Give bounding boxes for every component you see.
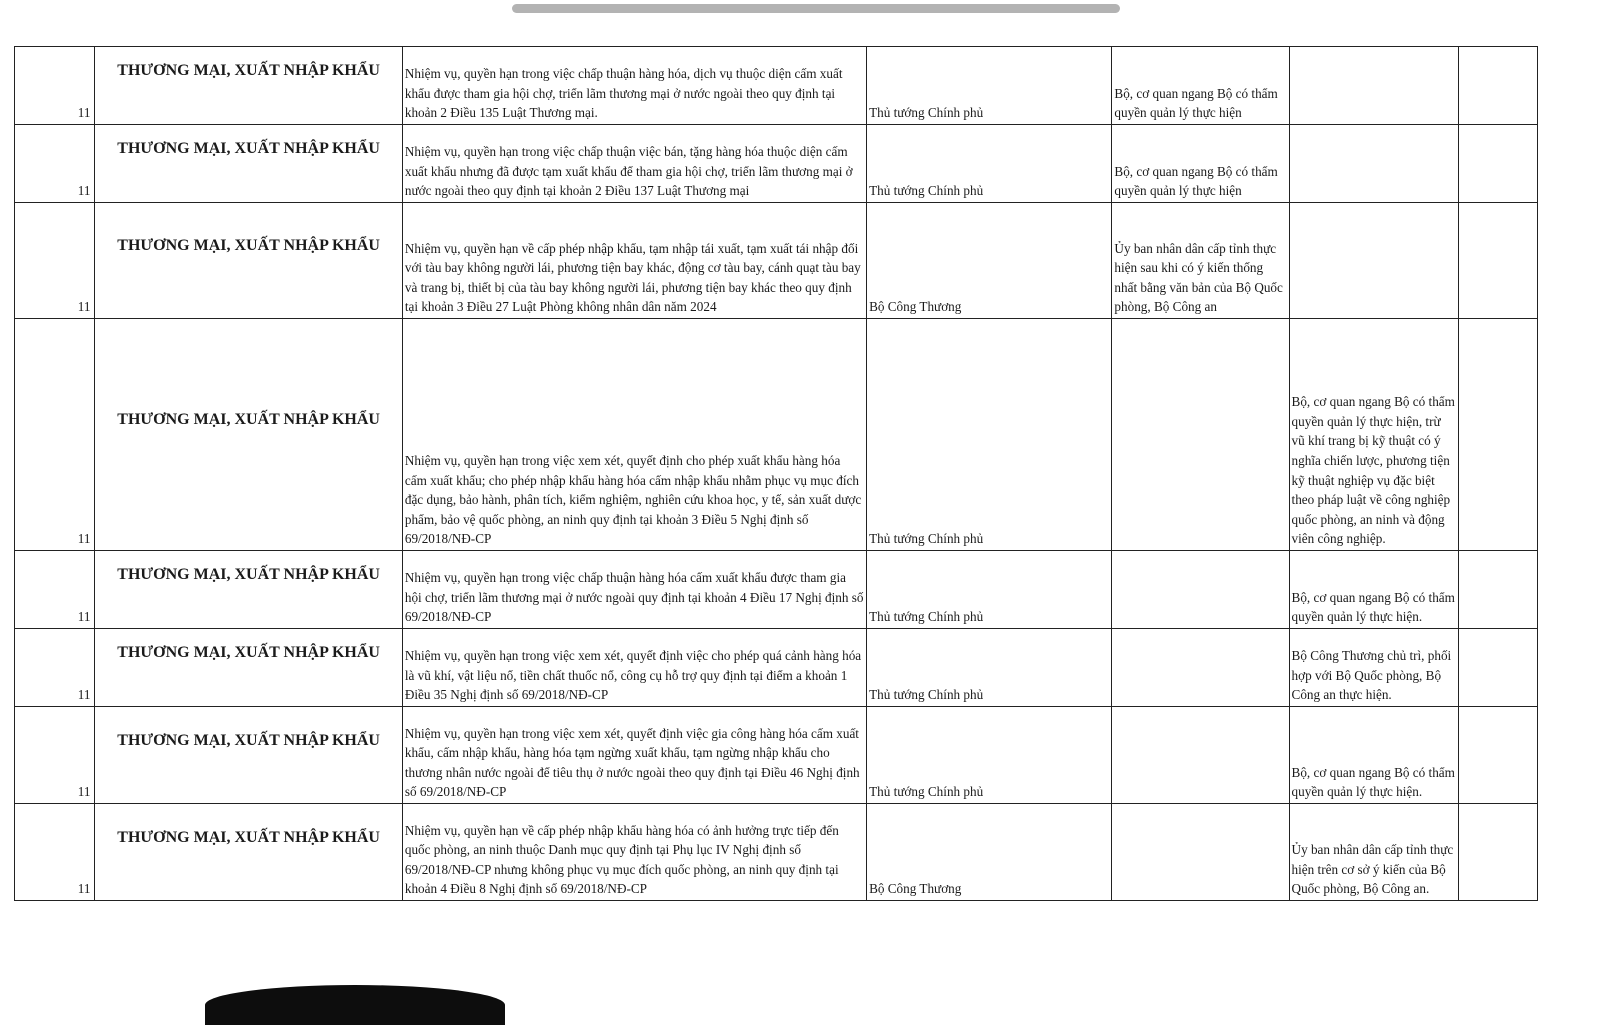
field-label: THƯƠNG MẠI, XUẤT NHẬP KHẨU	[117, 566, 380, 584]
executing-agency: Bộ, cơ quan ngang Bộ có thẩm quyền quản lý thực hiện	[1112, 125, 1289, 203]
field-label: THƯƠNG MẠI, XUẤT NHẬP KHẨU	[117, 411, 380, 429]
authority: Bộ Công Thương	[867, 203, 1112, 319]
authority: Thủ tướng Chính phủ	[867, 125, 1112, 203]
table-row	[15, 804, 1538, 901]
field-label: THƯƠNG MẠI, XUẤT NHẬP KHẨU	[117, 828, 380, 846]
executing-agency: Bộ, cơ quan ngang Bộ có thẩm quyền quản lý thực hiện	[1112, 47, 1289, 125]
row-number: 11	[15, 707, 95, 804]
field-name	[95, 125, 402, 203]
executing-agency	[1112, 319, 1289, 551]
field-name	[95, 629, 402, 707]
table-row	[15, 551, 1538, 629]
table-row	[15, 203, 1538, 319]
table-row	[15, 125, 1538, 203]
extra-cell	[1458, 203, 1537, 319]
task-description: Nhiệm vụ, quyền hạn về cấp phép nhập khẩu hàng hóa có ảnh hưởng trực tiếp đến quốc phòng, an ninh thuộc Danh mục quy định tại Phụ lục IV Nghị định số 69/2018/NĐ-CP nhưng không phục vụ mục đích quốc phòng, an ninh quy định tại khoản 4 Điều 8 Nghị định số 69/2018/NĐ-CP	[402, 804, 866, 901]
row-number: 11	[15, 203, 95, 319]
row-number: 11	[15, 804, 95, 901]
extra-cell	[1458, 707, 1537, 804]
authority: Thủ tướng Chính phủ	[867, 47, 1112, 125]
note: Ủy ban nhân dân cấp tỉnh thực hiện trên cơ sở ý kiến của Bộ Quốc phòng, Bộ Công an.	[1289, 804, 1458, 901]
authority: Thủ tướng Chính phủ	[867, 551, 1112, 629]
row-number: 11	[15, 319, 95, 551]
note	[1289, 47, 1458, 125]
executing-agency: Ủy ban nhân dân cấp tỉnh thực hiện sau khi có ý kiến thống nhất bằng văn bản của Bộ Quốc phòng, Bộ Công an	[1112, 203, 1289, 319]
table-row	[15, 629, 1538, 707]
task-description: Nhiệm vụ, quyền hạn trong việc chấp thuận việc bán, tặng hàng hóa thuộc diện cấm xuất khẩu nhưng đã được tạm xuất khẩu để tham gia hội chợ, triển lãm thương mại ở nước ngoài theo quy định tại khoản 2 Điều 137 Luật Thương mại	[402, 125, 866, 203]
row-number: 11	[15, 47, 95, 125]
row-number: 11	[15, 629, 95, 707]
task-description: Nhiệm vụ, quyền hạn trong việc xem xét, quyết định việc gia công hàng hóa cấm xuất khẩu, cấm nhập khẩu, hàng hóa tạm ngừng xuất khẩu, tạm ngừng nhập khẩu cho thương nhân nước ngoài để tiêu thụ ở nước ngoài theo quy định tại Điều 46 Nghị định số 69/2018/NĐ-CP	[402, 707, 866, 804]
note: Bộ, cơ quan ngang Bộ có thẩm quyền quản lý thực hiện.	[1289, 707, 1458, 804]
task-description: Nhiệm vụ, quyền hạn trong việc chấp thuận hàng hóa, dịch vụ thuộc diện cấm xuất khẩu được tham gia hội chợ, triển lãm thương mại ở nước ngoài theo quy định tại khoản 2 Điều 135 Luật Thương mại.	[402, 47, 866, 125]
note: Bộ Công Thương chủ trì, phối hợp với Bộ Quốc phòng, Bộ Công an thực hiện.	[1289, 629, 1458, 707]
table-row	[15, 319, 1538, 551]
field-label: THƯƠNG MẠI, XUẤT NHẬP KHẨU	[117, 731, 380, 749]
field-name	[95, 804, 402, 901]
field-name	[95, 707, 402, 804]
authority: Bộ Công Thương	[867, 804, 1112, 901]
field-label: THƯƠNG MẠI, XUẤT NHẬP KHẨU	[117, 237, 380, 255]
executing-agency	[1112, 551, 1289, 629]
task-description: Nhiệm vụ, quyền hạn về cấp phép nhập khẩu, tạm nhập tái xuất, tạm xuất tái nhập đối với tàu bay không người lái, phương tiện bay khác, động cơ tàu bay, cánh quạt tàu bay và trang bị, thiết bị của tàu bay không người lái, phương tiện bay khác theo quy định tại khoản 3 Điều 27 Luật Phòng không nhân dân năm 2024	[402, 203, 866, 319]
extra-cell	[1458, 629, 1537, 707]
field-label: THƯƠNG MẠI, XUẤT NHẬP KHẨU	[117, 62, 380, 80]
extra-cell	[1458, 551, 1537, 629]
note	[1289, 203, 1458, 319]
extra-cell	[1458, 319, 1537, 551]
row-number: 11	[15, 551, 95, 629]
finger-shadow	[205, 985, 505, 1025]
row-number: 11	[15, 125, 95, 203]
field-name	[95, 551, 402, 629]
field-label: THƯƠNG MẠI, XUẤT NHẬP KHẨU	[117, 644, 380, 662]
authority: Thủ tướng Chính phủ	[867, 319, 1112, 551]
document-table	[14, 46, 1538, 901]
extra-cell	[1458, 125, 1537, 203]
table-row	[15, 707, 1538, 804]
authority: Thủ tướng Chính phủ	[867, 629, 1112, 707]
extra-cell	[1458, 804, 1537, 901]
field-label: THƯƠNG MẠI, XUẤT NHẬP KHẨU	[117, 140, 380, 158]
top-scrollbar[interactable]	[512, 4, 1120, 13]
table-row	[15, 47, 1538, 125]
authority: Thủ tướng Chính phủ	[867, 707, 1112, 804]
extra-cell	[1458, 47, 1537, 125]
field-name	[95, 203, 402, 319]
field-name	[95, 319, 402, 551]
table-body	[15, 47, 1538, 901]
task-description: Nhiệm vụ, quyền hạn trong việc xem xét, quyết định cho phép xuất khẩu hàng hóa cấm xuất khẩu; cho phép nhập khẩu hàng hóa cấm nhập khẩu nhằm phục vụ mục đích đặc dụng, bảo hành, phân tích, kiểm nghiệm, nghiên cứu khoa học, y tế, sản xuất dược phẩm, bảo vệ quốc phòng, an ninh quy định tại khoản 3 Điều 5 Nghị định số 69/2018/NĐ-CP	[402, 319, 866, 551]
task-description: Nhiệm vụ, quyền hạn trong việc chấp thuận hàng hóa cấm xuất khẩu được tham gia hội chợ, triển lãm thương mại ở nước ngoài quy định tại khoản 4 Điều 17 Nghị định số 69/2018/NĐ-CP	[402, 551, 866, 629]
note: Bộ, cơ quan ngang Bộ có thẩm quyền quản lý thực hiện, trừ vũ khí trang bị kỹ thuật có ý nghĩa chiến lược, phương tiện kỹ thuật nghiệp vụ đặc biệt theo pháp luật về công nghiệp quốc phòng, an ninh và động viên công nghiệp.	[1289, 319, 1458, 551]
note	[1289, 125, 1458, 203]
field-name	[95, 47, 402, 125]
note: Bộ, cơ quan ngang Bộ có thẩm quyền quản lý thực hiện.	[1289, 551, 1458, 629]
executing-agency	[1112, 629, 1289, 707]
executing-agency	[1112, 707, 1289, 804]
executing-agency	[1112, 804, 1289, 901]
task-description: Nhiệm vụ, quyền hạn trong việc xem xét, quyết định việc cho phép quá cảnh hàng hóa là vũ khí, vật liệu nổ, tiền chất thuốc nổ, công cụ hỗ trợ quy định tại điểm a khoản 1 Điều 35 Nghị định số 69/2018/NĐ-CP	[402, 629, 866, 707]
